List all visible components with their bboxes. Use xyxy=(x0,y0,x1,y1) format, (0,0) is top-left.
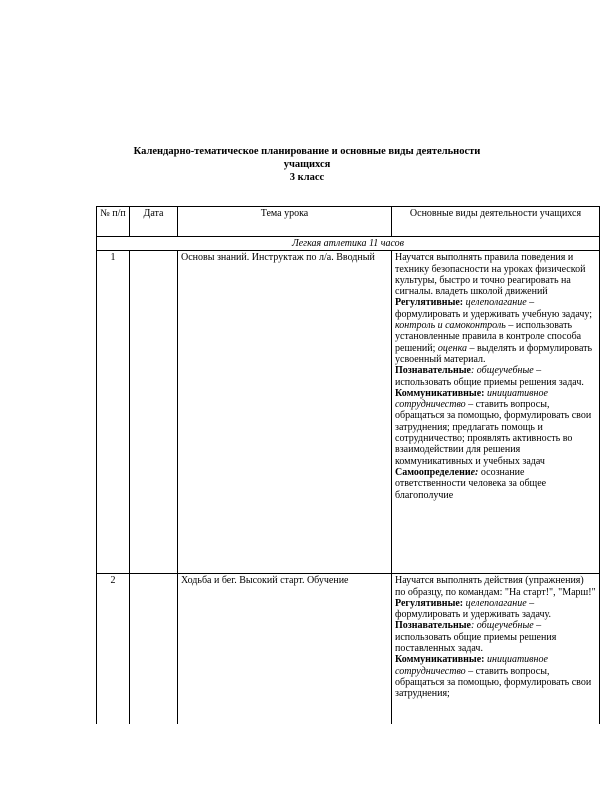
section-row xyxy=(97,237,600,251)
header-activities: Основные виды деятельности учащихся xyxy=(392,207,600,237)
row-date xyxy=(130,251,178,574)
activity-regulatory: Регулятивные: целеполагание – формулировать и удерживать учебную задачу; контроль и самоконтроль – использовать установленные правила в контроле способа решений; оценка – выделять и формулировать усвоенный материал. xyxy=(395,297,593,365)
title-line-3: 3 класс xyxy=(289,172,325,183)
row-activities xyxy=(392,251,600,574)
row-activities xyxy=(392,574,600,724)
table-row xyxy=(97,574,600,724)
document-title xyxy=(95,145,519,184)
header-topic: Тема урока xyxy=(178,207,392,237)
activity-communicative: Коммуникативные: инициативное сотрудничество – ставить вопросы, обращаться за помощью, формулировать свои затруднения; xyxy=(395,654,592,700)
table-row xyxy=(97,251,600,574)
row-date xyxy=(130,574,178,724)
row-topic: Основы знаний. Инструктаж по л/а. Вводный xyxy=(178,251,392,574)
title-line-2: учащихся xyxy=(283,159,331,170)
lesson-plan-table xyxy=(96,206,600,724)
activity-cognitive: Познавательные: общеучебные – использовать общие приемы решения поставленных задач. xyxy=(395,620,557,655)
activity-communicative: Коммуникативные: инициативное сотрудничество – ставить вопросы, обращаться за помощью, формулировать свои затруднения; предлагать помощь и сотрудничество; проявлять активность во взаимодействии для решения коммуникативных и учебных задач xyxy=(395,387,592,467)
row-number: 1 xyxy=(97,251,130,574)
activity-intro: Научатся выполнять действия (упражнения) по образцу, по командам: "На старт!", "Марш!" xyxy=(395,575,596,598)
title-line-1: Календарно-тематическое планирование и основные виды деятельности xyxy=(133,146,481,157)
activity-regulatory: Регулятивные: целеполагание – формулировать и удерживать задачу. xyxy=(395,597,552,621)
activity-cognitive: Познавательные: общеучебные – использовать общие приемы решения задач. xyxy=(395,365,584,388)
activity-self-determination: Самоопределение: осознание ответственности человека за общее благополучие xyxy=(395,466,547,501)
section-title: Легкая атлетика 11 часов xyxy=(97,237,600,251)
activity-intro: Научатся выполнять правила поведения и технику безопасности на уроках физической культуры, быстро и точно реагировать на сигналы. владеть школой движений xyxy=(395,252,586,298)
row-number: 2 xyxy=(97,574,130,724)
table-header-row xyxy=(97,207,600,237)
header-date: Дата xyxy=(130,207,178,237)
row-topic: Ходьба и бег. Высокий старт. Обучение xyxy=(178,574,392,724)
header-number: № п/п xyxy=(97,207,130,237)
